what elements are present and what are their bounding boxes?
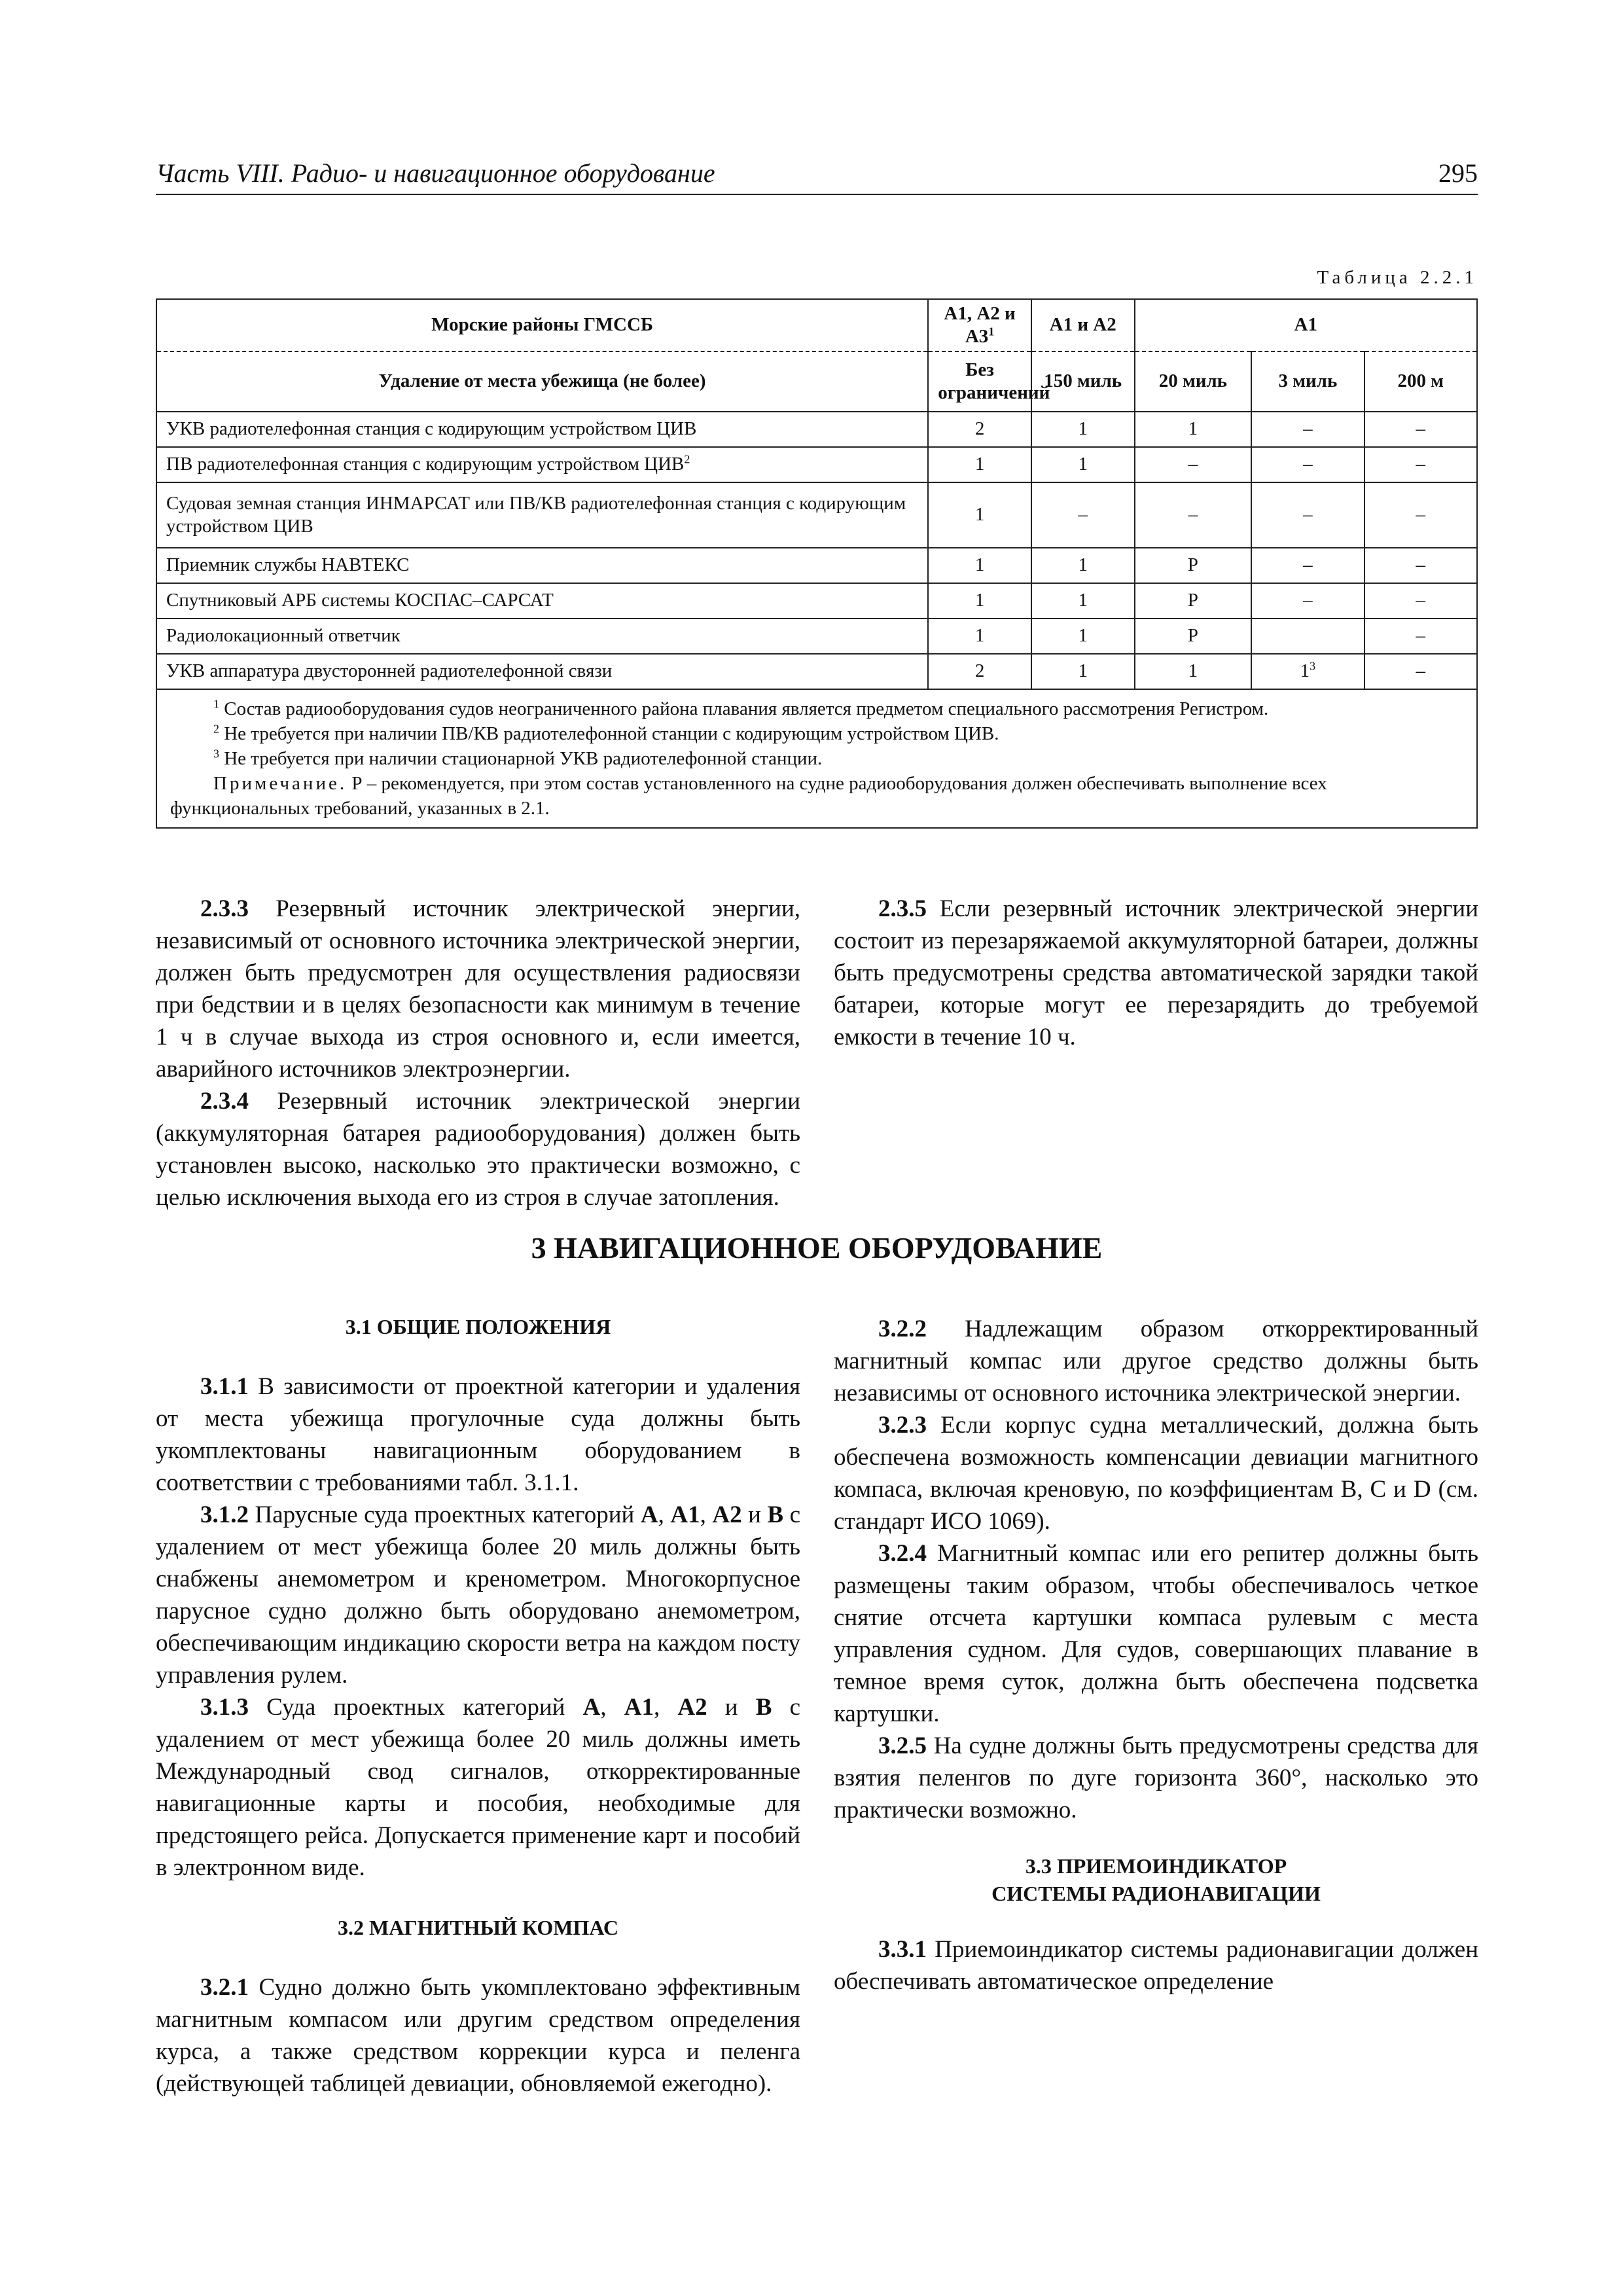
footnote-mark: 1	[213, 696, 219, 710]
table-cell: 1	[928, 482, 1031, 548]
table-cell: –	[1364, 583, 1477, 619]
paragraph-3-1-3	[156, 1691, 800, 1884]
table-cell	[1251, 654, 1364, 689]
table-cell: –	[1364, 654, 1477, 689]
separator: и	[707, 1694, 756, 1721]
table-cell-text: 1	[1300, 660, 1310, 682]
text-column-right	[834, 1313, 1478, 1998]
table-header-row	[156, 351, 1477, 412]
paragraph-3-2-5	[834, 1730, 1478, 1826]
table-row	[156, 482, 1477, 548]
table-cell-label: УКВ аппаратура двусторонней радиотелефонной связи	[156, 654, 928, 689]
clause-number: 2.3.4	[200, 1088, 249, 1115]
table-cell: –	[1364, 619, 1477, 654]
table-cell: –	[1031, 482, 1135, 548]
table-row	[156, 619, 1477, 654]
paragraph-text: Суда проектных категорий	[249, 1694, 583, 1721]
table-row	[156, 583, 1477, 619]
table-remark	[170, 771, 1463, 821]
paragraph-2-3-3	[156, 893, 800, 1085]
clause-number: 3.1.2	[200, 1501, 249, 1528]
table-cell: –	[1251, 412, 1364, 447]
table-cell: 1	[928, 583, 1031, 619]
paragraph-text: Судно должно быть укомплектовано эффективным магнитным компасом или другим средством определения курса, а также средством коррекции курса и пеленга (действующей таблицей девиации, обновляемой ежегодно).	[156, 1974, 800, 2097]
section-title-3-2: 3.2 МАГНИТНЫЙ КОМПАС	[337, 1916, 618, 1939]
footnote-mark: 3	[213, 746, 219, 760]
table-header-cell: А1 и А2	[1031, 299, 1135, 351]
table-cell: 1	[1031, 619, 1135, 654]
paragraph-text: с удалением от мест убежища более 20 миль должны иметь Международный свод сигналов, откорректированные навигационные карты и пособия, необходимые для предстоящего рейса. Допускается применение карт и пособий в электронном виде.	[156, 1694, 800, 1881]
table-cell: 1	[928, 548, 1031, 583]
page-number: 295	[1438, 158, 1478, 188]
chapter-title: 3 НАВИГАЦИОННОЕ ОБОРУДОВАНИЕ	[531, 1231, 1103, 1265]
paragraph-3-2-2	[834, 1313, 1478, 1409]
category-label: А	[640, 1501, 658, 1528]
category-label: А	[582, 1694, 601, 1721]
table-cell: –	[1251, 447, 1364, 482]
table-header-cell: 200 м	[1364, 351, 1477, 412]
table-header-cell: Морские районы ГМССБ	[156, 299, 928, 351]
running-header	[156, 157, 1478, 195]
table-notes	[156, 689, 1477, 828]
clause-number: 3.2.1	[200, 1974, 249, 2001]
separator: и	[741, 1501, 768, 1528]
clause-number: 3.1.1	[200, 1373, 249, 1400]
paragraph-text: В зависимости от проектной категории и удаления от места убежища прогулочные суда должны быть укомплектованы навигационным оборудованием в соответствии с требованиями табл. 3.1.1.	[156, 1373, 800, 1496]
table-row	[156, 548, 1477, 583]
table-header-text: А1, А2 и А3	[944, 303, 1016, 347]
table-header-cell: Без ограничений	[928, 351, 1031, 412]
table-cell-label: УКВ радиотелефонная станция с кодирующим устройством ЦИВ	[156, 412, 928, 447]
paragraph-2-3-4	[156, 1085, 800, 1213]
table-cell: 1	[928, 619, 1031, 654]
document-page	[156, 0, 1478, 2296]
table-cell-label: Спутниковый АРБ системы КОСПАС–САРСАТ	[156, 583, 928, 619]
table-row	[156, 412, 1477, 447]
table-notes-row	[156, 689, 1477, 828]
table-header-cell: 20 миль	[1135, 351, 1252, 412]
table-caption: Таблица 2.2.1	[1317, 267, 1478, 288]
table-cell: 1	[1031, 548, 1135, 583]
category-label: В	[767, 1501, 784, 1528]
category-label: А1	[670, 1501, 700, 1528]
remark-text: Р – рекомендуется, при этом состав установленного на судне радиооборудования должен обеспечивать выполнение всех функциональных требований, указанных в 2.1.	[170, 772, 1327, 819]
table-cell: –	[1251, 482, 1364, 548]
paragraph-text: Резервный источник электрической энергии, независимый от основного источника электрической энергии, должен быть предусмотрен для осуществления радиосвязи при бедствии и в целях безопасности как минимум в течение 1 ч в случае выхода из строя основного и, если имеется, аварийного источников электроэнергии.	[156, 895, 800, 1083]
separator: ,	[653, 1694, 678, 1721]
table-cell: 1	[928, 447, 1031, 482]
table-cell: –	[1135, 482, 1252, 548]
paragraph-text: Если резервный источник электрической энергии состоит из перезаряжаемой аккумуляторной батареи, должны быть предусмотрены средства автоматической зарядки такой батареи, которые могут ее перезарядить до требуемой емкости в течение 10 ч.	[834, 895, 1478, 1050]
table-cell: –	[1251, 548, 1364, 583]
footnote-mark: 3	[1310, 659, 1316, 673]
table-cell: –	[1364, 482, 1477, 548]
paragraph-3-1-1	[156, 1371, 800, 1499]
table-header-cell: 3 миль	[1251, 351, 1364, 412]
table-cell: 1	[1031, 447, 1135, 482]
paragraph-text: Приемоиндикатор системы радионавигации должен обеспечивать автоматическое определение	[834, 1936, 1478, 1995]
category-label: В	[755, 1694, 772, 1721]
clause-number: 3.2.3	[878, 1412, 927, 1439]
table-cell: –	[1251, 583, 1364, 619]
text-column-left	[156, 893, 800, 1213]
paragraph-3-2-3	[834, 1409, 1478, 1537]
table-header-row	[156, 299, 1477, 351]
table-cell: Р	[1135, 583, 1252, 619]
clause-number: 3.2.5	[878, 1732, 927, 1759]
paragraph-text: с удалением от мест убежища более 20 миль должны быть снабжены анемометром и кренометром. Многокорпусное парусное судно должно быть оборудовано анемометром, обеспечивающим индикацию скорости ветра на каждом посту управления рулем.	[156, 1501, 801, 1689]
footnote	[170, 746, 1463, 771]
separator: ,	[600, 1694, 624, 1721]
table-cell-label: Судовая земная станция ИНМАРСАТ или ПВ/КВ радиотелефонная станция с кодирующим устройством ЦИВ	[156, 482, 928, 548]
paragraph-text: Резервный источник электрической энергии (аккумуляторная батарея радиооборудования) должен быть установлен высоко, насколько это практически возможно, с целью исключения выхода его из строя в случае затопления.	[156, 1088, 800, 1211]
table-header-cell: Удаление от места убежища (не более)	[156, 351, 928, 412]
table-cell: 1	[1135, 654, 1252, 689]
footnote-mark: 2	[213, 721, 219, 735]
footnote-mark: 2	[684, 452, 690, 466]
paragraph-3-3-1	[834, 1933, 1478, 1998]
paragraph-text: На судне должны быть предусмотрены средства для взятия пеленгов по дуге горизонта 360°, насколько это практически возможно.	[834, 1732, 1478, 1823]
equipment-table	[156, 298, 1478, 829]
table-cell: –	[1364, 412, 1477, 447]
clause-number: 2.3.3	[200, 895, 249, 922]
table-cell: 1	[1031, 654, 1135, 689]
section-title-line: 3.3 ПРИЕМОИНДИКАТОР	[1025, 1854, 1287, 1878]
table-header-cell	[928, 299, 1031, 351]
separator: ,	[658, 1501, 671, 1528]
table-cell-text: ПВ радиотелефонная станция с кодирующим устройством ЦИВ	[166, 454, 685, 475]
table-cell	[1251, 619, 1364, 654]
footnote-text: Не требуется при наличии ПВ/КВ радиотелефонной станции с кодирующим устройством ЦИВ.	[219, 723, 999, 744]
table-cell: 1	[1031, 412, 1135, 447]
table-header-cell: 150 миль	[1031, 351, 1135, 412]
clause-number: 3.3.1	[878, 1936, 927, 1963]
footnote-mark: 1	[988, 325, 995, 338]
table-cell: 2	[928, 654, 1031, 689]
separator: ,	[700, 1501, 713, 1528]
table-cell-label	[156, 447, 928, 482]
footnote	[170, 696, 1463, 721]
paragraph-text: Надлежащим образом откорректированный магнитный компас или другое средство должны быть независимы от основного источника электрической энергии.	[834, 1316, 1478, 1407]
table-row	[156, 447, 1477, 482]
table-cell: 1	[1135, 412, 1252, 447]
table-cell: –	[1135, 447, 1252, 482]
paragraph-3-2-1	[156, 1971, 800, 2100]
paragraph-3-2-4	[834, 1537, 1478, 1730]
section-title-line: СИСТЕМЫ РАДИОНАВИГАЦИИ	[991, 1882, 1321, 1905]
footnote	[170, 721, 1463, 746]
table-cell-label: Радиолокационный ответчик	[156, 619, 928, 654]
clause-number: 3.1.3	[200, 1694, 249, 1721]
table-cell: 1	[1031, 583, 1135, 619]
footnote-text: Не требуется при наличии стационарной УКВ радиотелефонной станции.	[219, 747, 823, 769]
clause-number: 3.2.4	[878, 1540, 927, 1567]
table-cell: Р	[1135, 548, 1252, 583]
paragraph-2-3-5	[834, 893, 1478, 1053]
category-label: А1	[624, 1694, 654, 1721]
paragraph-text: Парусные суда проектных категорий	[249, 1501, 641, 1528]
table-cell: –	[1364, 548, 1477, 583]
section-title-3-1: 3.1 ОБЩИЕ ПОЛОЖЕНИЯ	[345, 1315, 611, 1338]
text-column-left	[156, 1313, 800, 2100]
paragraph-3-1-2	[156, 1499, 800, 1691]
table-cell: Р	[1135, 619, 1252, 654]
remark-label: Примечание.	[213, 772, 348, 794]
table-row	[156, 654, 1477, 689]
table-cell: 2	[928, 412, 1031, 447]
paragraph-text: Если корпус судна металлический, должна быть обеспечена возможность компенсации девиации магнитного компаса, включая креновую, по коэффициентам B, C и D (см. стандарт ИСО 1069).	[834, 1412, 1478, 1535]
clause-number: 3.2.2	[878, 1316, 927, 1342]
footnote-text: Состав радиооборудования судов неограниченного района плавания является предметом специального рассмотрения Регистром.	[219, 698, 1269, 719]
table-header-cell: А1	[1135, 299, 1477, 351]
paragraph-text: Магнитный компас или его репитер должны быть размещены таким образом, чтобы обеспечивалось четкое снятие отсчета картушки компаса рулевым с места управления судном. Для судов, совершающих плавание в темное время суток, должна быть обеспечена подсветка картушки.	[834, 1540, 1478, 1727]
category-label: А2	[677, 1694, 707, 1721]
text-column-right	[834, 893, 1478, 1053]
running-header-title: Часть VIII. Радио- и навигационное оборудование	[156, 158, 715, 188]
section-title-3-3	[834, 1852, 1478, 1907]
table-cell-label: Приемник службы НАВТЕКС	[156, 548, 928, 583]
table-cell: –	[1364, 447, 1477, 482]
clause-number: 2.3.5	[878, 895, 927, 922]
category-label: А2	[712, 1501, 742, 1528]
